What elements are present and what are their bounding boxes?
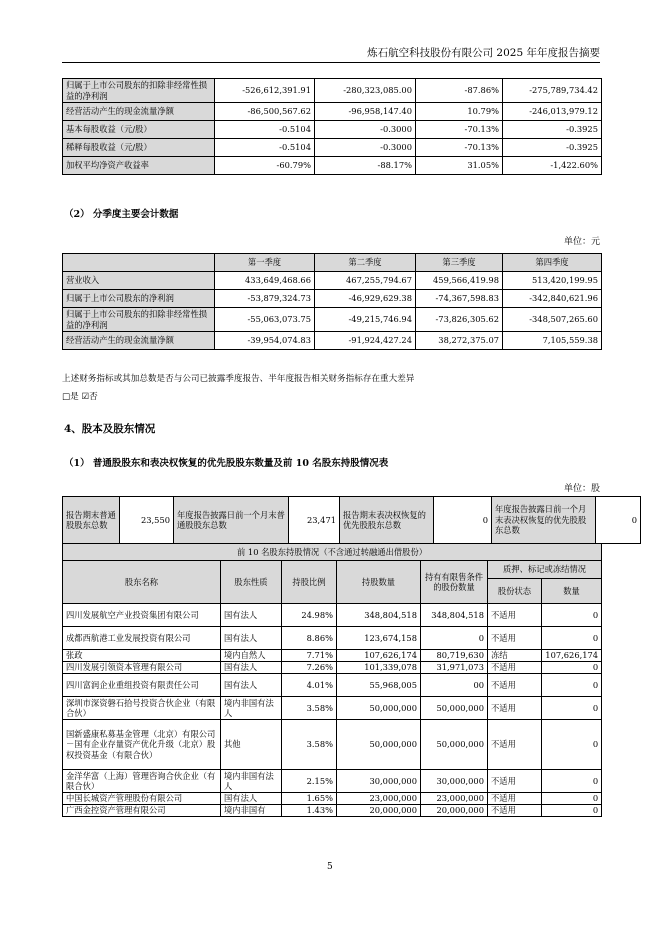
cell: 101,339,078: [337, 662, 421, 674]
table-row: [63, 497, 641, 544]
cell: -70.13%: [416, 139, 503, 157]
cell: -348,507,265.60: [503, 308, 602, 332]
page-number: 5: [327, 862, 333, 872]
row-label: 营业收入: [63, 272, 215, 290]
header-cell: 股份状态: [488, 579, 542, 604]
cell: 123,674,158: [337, 627, 421, 650]
cell: 23,000,000: [337, 793, 421, 805]
cell: 107,626,174: [542, 650, 602, 662]
cell: -280,323,085.00: [315, 79, 416, 103]
header-cell: 第一季度: [215, 254, 315, 272]
cell: 107,626,174: [337, 650, 421, 662]
cell: -74,367,598.83: [416, 290, 503, 308]
cell: -526,612,391.91: [215, 79, 315, 103]
cell: 23,550: [120, 497, 174, 544]
cell: 24.98%: [282, 604, 337, 627]
shareholder-name: 成都西航港工业发展投资有限公司: [63, 627, 221, 650]
cell: 20,000,000: [337, 805, 421, 817]
shareholder-name: 国新盛康私募基金管理（北京）有限公司－国有企业存量资产优化升级（北京）股权投资基金（有限合伙）: [63, 720, 221, 770]
cell: 0: [542, 662, 602, 674]
table-row: [63, 604, 602, 627]
table-row: [63, 770, 602, 793]
shareholder-name: 广西金控资产管理有限公司: [63, 805, 221, 817]
section-title-shares: 4、股本及股东情况: [64, 423, 156, 435]
header-cell: 第二季度: [315, 254, 416, 272]
cell: 7.71%: [282, 650, 337, 662]
cell: -96,958,147.40: [315, 103, 416, 121]
table-row: [63, 662, 602, 674]
cell: 3.58%: [282, 720, 337, 770]
cell: 20,000,000: [421, 805, 488, 817]
table-row: [63, 103, 602, 121]
cell: -0.3000: [315, 139, 416, 157]
cell: -70.13%: [416, 121, 503, 139]
row-label: 归属于上市公司股东的净利润: [63, 290, 215, 308]
cell: 境内自然人: [221, 650, 282, 662]
unit-label: 单位：元: [563, 237, 600, 247]
row-label: 加权平均净资产收益率: [63, 157, 215, 175]
page-header-title: 炼石航空科技股份有限公司 2025 年年度报告摘要: [367, 47, 600, 59]
cell: 1.65%: [282, 793, 337, 805]
label-cell: 年度报告披露日前一个月末表决权恢复的优先股股东总数: [492, 497, 596, 544]
cell: -91,924,427.24: [315, 332, 416, 350]
section-title-quarterly: （2） 分季度主要会计数据: [64, 209, 179, 220]
cell: 7,105,559.38: [503, 332, 602, 350]
cell: 30,000,000: [421, 770, 488, 793]
cell: 境内非国有法人: [221, 770, 282, 793]
table-header-row: [63, 254, 602, 272]
shareholder-name: 四川富润企业重组投资有限责任公司: [63, 674, 221, 697]
cell: -0.3000: [315, 121, 416, 139]
cell: 国有法人: [221, 627, 282, 650]
cell: 0: [542, 674, 602, 697]
cell: 国有法人: [221, 604, 282, 627]
header-cell: 持股比例: [282, 561, 337, 604]
row-label: 归属于上市公司股东的扣除非经常性损益的净利润: [63, 308, 215, 332]
header-cell: 持股数量: [337, 561, 421, 604]
table-row: [63, 650, 602, 662]
row-label: 经营活动产生的现金流量净额: [63, 103, 215, 121]
cell: 不适用: [488, 627, 542, 650]
table-row: [63, 308, 602, 332]
header-cell: 股东名称: [63, 561, 221, 604]
cell: 8.86%: [282, 627, 337, 650]
row-label: 归属于上市公司股东的扣除非经常性损益的净利润: [63, 79, 215, 103]
cell: 不适用: [488, 805, 542, 817]
cell: 55,968,005: [337, 674, 421, 697]
cell: 348,804,518: [421, 604, 488, 627]
cell: 7.26%: [282, 662, 337, 674]
table-row: [63, 697, 602, 720]
cell: -46,929,629.38: [315, 290, 416, 308]
cell: 国有法人: [221, 793, 282, 805]
row-label: 基本每股收益（元/股）: [63, 121, 215, 139]
cell: 31,971,073: [421, 662, 488, 674]
cell: 10.79%: [416, 103, 503, 121]
cell: 433,649,468.66: [215, 272, 315, 290]
row-label: 稀释每股收益（元/股）: [63, 139, 215, 157]
cell: 不适用: [488, 770, 542, 793]
header-cell: 数量: [542, 579, 602, 604]
cell: -1,422.60%: [503, 157, 602, 175]
unit-label: 单位：股: [563, 484, 600, 494]
cell: 不适用: [488, 662, 542, 674]
cell: 1.43%: [282, 805, 337, 817]
cell: 50,000,000: [337, 720, 421, 770]
shareholder-count-table: [62, 496, 641, 544]
cell: 348,804,518: [337, 604, 421, 627]
cell: 不适用: [488, 604, 542, 627]
cell: 国有法人: [221, 662, 282, 674]
row-label: 经营活动产生的现金流量净额: [63, 332, 215, 350]
cell: 38,272,375.07: [416, 332, 503, 350]
cell: 0: [421, 627, 488, 650]
table-row: [63, 332, 602, 350]
table-row: [63, 79, 602, 103]
cell: 国有法人: [221, 674, 282, 697]
quarterly-data-table: [62, 253, 602, 350]
cell: -73,826,305.62: [416, 308, 503, 332]
shareholder-name: 四川发展引领资本管理有限公司: [63, 662, 221, 674]
cell: 冻结: [488, 650, 542, 662]
table-title-row: [63, 544, 602, 561]
label-cell: 报告期末表决权恢复的优先股股东总数: [340, 497, 434, 544]
cell: 0: [542, 697, 602, 720]
header-cell: 持有有限售条件的股份数量: [421, 561, 488, 604]
cell: 0: [542, 770, 602, 793]
cell: 513,420,199.95: [503, 272, 602, 290]
shareholder-name: 金洋华富（上海）管理咨询合伙企业（有限合伙）: [63, 770, 221, 793]
cell: 不适用: [488, 793, 542, 805]
cell: -342,840,621.96: [503, 290, 602, 308]
cell: 23,471: [289, 497, 340, 544]
cell: 31.05%: [416, 157, 503, 175]
top10-shareholders-table: [62, 543, 602, 817]
cell: 0: [542, 805, 602, 817]
label-cell: 年度报告披露日前一个月末普通股股东总数: [174, 497, 289, 544]
cell: 不适用: [488, 720, 542, 770]
discrepancy-options: □是 ☑否: [62, 392, 98, 402]
table-row: [63, 674, 602, 697]
cell: -53,879,324.73: [215, 290, 315, 308]
cell: -0.5104: [215, 121, 315, 139]
cell: 不适用: [488, 697, 542, 720]
cell: -0.3925: [503, 121, 602, 139]
table-row: [63, 793, 602, 805]
cell: 30,000,000: [337, 770, 421, 793]
table-title: 前 10 名股东持股情况（不含通过转融通出借股份）: [63, 544, 602, 561]
cell: 0: [542, 604, 602, 627]
cell: -39,954,074.83: [215, 332, 315, 350]
header-divider: [62, 62, 600, 63]
cell: -275,789,734.42: [503, 79, 602, 103]
cell: 0: [542, 793, 602, 805]
cell: -87.86%: [416, 79, 503, 103]
table-row: [63, 805, 602, 817]
cell: 0: [542, 627, 602, 650]
table-row: [63, 290, 602, 308]
cell: 境内非国有法人: [221, 697, 282, 720]
table-header-row: [63, 561, 602, 579]
shareholder-name: 深圳市深资磐石拾号投资合伙企业（有限合伙）: [63, 697, 221, 720]
header-cell: 第三季度: [416, 254, 503, 272]
label-cell: 报告期末普通股股东总数: [63, 497, 120, 544]
table-row: [63, 139, 602, 157]
cell: 3.58%: [282, 697, 337, 720]
table-row: [63, 627, 602, 650]
cell: 4.01%: [282, 674, 337, 697]
cell: 50,000,000: [421, 720, 488, 770]
cell: 不适用: [488, 674, 542, 697]
section-title-shareholders: （1） 普通股股东和表决权恢复的优先股股东数量及前 10 名股东持股情况表: [64, 458, 389, 469]
cell: 0: [434, 497, 492, 544]
cell: 00: [421, 674, 488, 697]
cell: -55,063,073.75: [215, 308, 315, 332]
cell: 0: [542, 720, 602, 770]
cell: 境内非国有: [221, 805, 282, 817]
shareholder-name: 中国长城资产管理股份有限公司: [63, 793, 221, 805]
table-row: [63, 272, 602, 290]
cell: -49,215,746.94: [315, 308, 416, 332]
shareholder-name: 张政: [63, 650, 221, 662]
header-cell: 第四季度: [503, 254, 602, 272]
cell: -0.3925: [503, 139, 602, 157]
cell: -60.79%: [215, 157, 315, 175]
cell: -246,013,979.12: [503, 103, 602, 121]
header-cell: 股东性质: [221, 561, 282, 604]
cell: 50,000,000: [421, 697, 488, 720]
cell: 467,255,794.67: [315, 272, 416, 290]
cell: 23,000,000: [421, 793, 488, 805]
header-cell: 质押、标记或冻结情况: [488, 561, 602, 579]
cell: 459,566,419.98: [416, 272, 503, 290]
table-row: [63, 121, 602, 139]
cell: -88.17%: [315, 157, 416, 175]
table-row: [63, 157, 602, 175]
header-cell: [63, 254, 215, 272]
cell: 其他: [221, 720, 282, 770]
cell: 0: [596, 497, 641, 544]
shareholder-name: 四川发展航空产业投资集团有限公司: [63, 604, 221, 627]
discrepancy-note: 上述财务指标或其加总数是否与公司已披露季度报告、半年度报告相关财务指标存在重大差异: [62, 374, 415, 384]
cell: -86,500,567.62: [215, 103, 315, 121]
table-row: [63, 720, 602, 770]
cell: 50,000,000: [337, 697, 421, 720]
cell: 2.15%: [282, 770, 337, 793]
cell: 80,719,630: [421, 650, 488, 662]
key-financial-data-table: [62, 78, 602, 175]
cell: -0.5104: [215, 139, 315, 157]
